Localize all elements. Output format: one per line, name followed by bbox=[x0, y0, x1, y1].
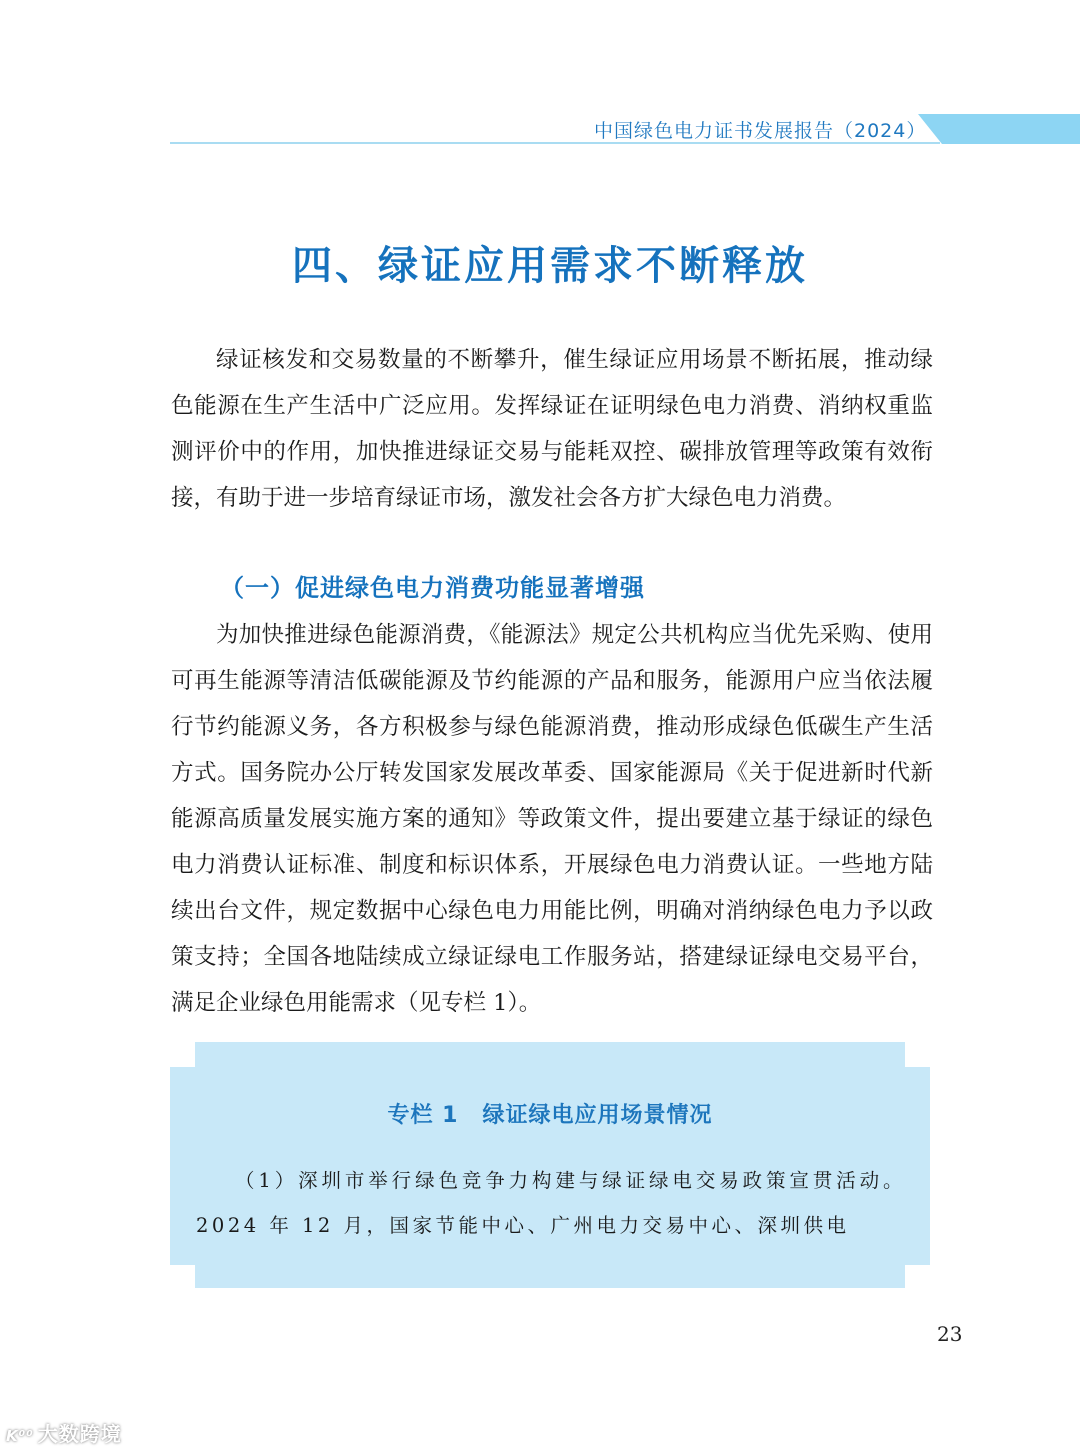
watermark-text: 大数跨境 bbox=[37, 1422, 122, 1446]
sidebar-box-title bbox=[0, 1098, 1080, 1129]
header-rule bbox=[170, 142, 940, 144]
sidebar-box-label: 专栏 1 bbox=[387, 1103, 459, 1128]
watermark bbox=[6, 1418, 122, 1447]
page-number: 23 bbox=[937, 1322, 963, 1346]
chapter-title: 四、绿证应用需求不断释放 bbox=[292, 242, 808, 289]
header-report-title: 中国绿色电力证书发展报告（2024） bbox=[594, 120, 927, 142]
body-paragraph-1: 绿证核发和交易数量的不断攀升，催生绿证应用场景不断拓展，推动绿色能源在生产生活中广泛应用。发挥绿证在证明绿色电力消费、消纳权重监测评价中的作用，加快推进绿证交易与能耗双控、碳排放管理等政策有效衔接，有助于进一步培育绿证市场，激发社会各方扩大绿色电力消费。 bbox=[171, 347, 933, 511]
body-paragraph-2: 为加快推进绿色能源消费，《能源法》规定公共机构应当优先采购、使用可再生能源等清洁低碳能源及节约能源的产品和服务，能源用户应当依法履行节约能源义务，各方积极参与绿色能源消费，推动形成绿色低碳生产生活方式。国务院办公厅转发国家发展改革委、国家能源局《关于促进新时代新能源高质量发展实施方案的通知》等政策文件，提出要建立基于绿证的绿色电力消费认证标准、制度和标识体系，开展绿色电力消费认证。一些地方陆续出台文件，规定数据中心绿色电力用能比例，明确对消纳绿色电力予以政策支持；全国各地陆续成立绿证绿电工作服务站，搭建绿证绿电交易平台，满足企业绿色用能需求（见专栏 1）。 bbox=[171, 622, 933, 1016]
sidebar-box-text: （1）深圳市举行绿色竞争力构建与绿证绿电交易政策宣贯活动。2024 年 12 月，国家节能中心、广州电力交易中心、深圳供电 bbox=[196, 1169, 906, 1237]
watermark-logo-icon: K⁰⁰ bbox=[6, 1427, 34, 1445]
section-heading: （一）促进绿色电力消费功能显著增强 bbox=[220, 573, 645, 602]
sidebar-box-heading: 绿证绿电应用场景情况 bbox=[482, 1103, 713, 1128]
header-tab-decoration bbox=[918, 114, 1080, 144]
